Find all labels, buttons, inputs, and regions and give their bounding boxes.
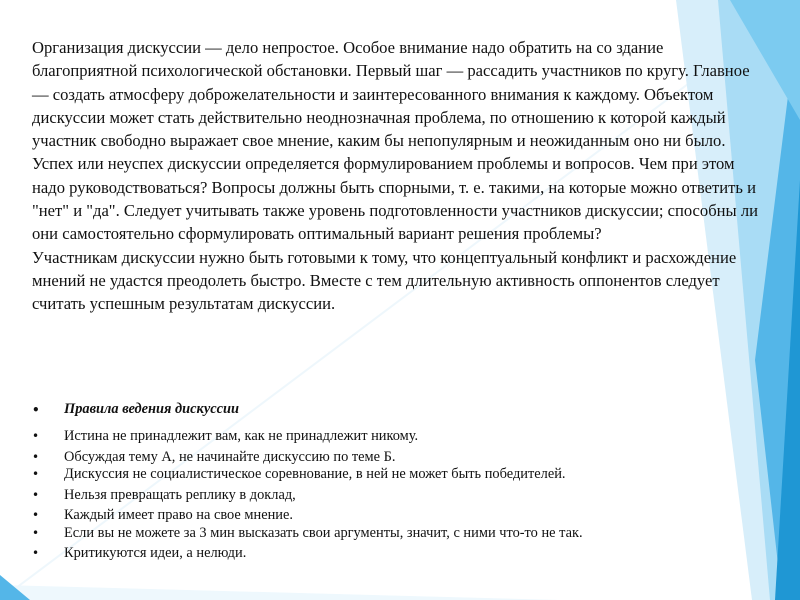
rule-item: • Если вы не можете за 3 мин высказать свои аргументы, значит, с ними что-то не так. (32, 525, 767, 543)
discussion-text-block (32, 36, 767, 316)
rule-item: • Нельзя превращать реплику в доклад, (32, 487, 767, 505)
rule-item: • Дискуссия не социалистическое соревнование, в ней не может быть победителей. (32, 466, 767, 484)
paragraph-participants-readiness: Участникам дискуссии нужно быть готовыми к тому, что концептуальный конфликт и расхождение мнений не удастся преодолеть быстро. Вместе с тем длительную активность оппонентов следует считать успешным результатам дискуссии. (32, 247, 737, 314)
paragraph-discussion-organization: Организация дискуссии — дело непростое. Особое внимание надо обратить на со здание благоприятной психологической обстановки. Первый шаг — рассадить участников по кругу. Главное — создать атмосферу доброжелательности и заинтересованного внимания к каждому. Объектом дискуссии может стать действительно неоднозначная проблема, по отношению к которой каждый участник свободно выражает свое мнение, каким бы непопулярным и неожиданным оно ни было. Успех или неуспех дискуссии определяется формулированием проблемы и вопросов. Чем при этом надо руководствоваться? Вопросы должны быть спорными, т. е. такими, на которые можно ответить и "нет" и "да". Следует учитывать также уровень подготовленности участников дискуссии; способны ли они самостоятельно сформулировать оптимальный вариант решения проблемы? (32, 38, 758, 244)
rule-item: • Обсуждая тему А, не начинайте дискуссию по теме Б. (32, 449, 767, 467)
rule-item: • Истина не принадлежит вам, как не принадлежит никому. (32, 428, 767, 446)
rules-heading: • Правила ведения дискуссии (32, 396, 767, 422)
rule-item: • Критикуются идеи, а нелюди. (32, 545, 767, 563)
discussion-rules-list (32, 396, 767, 566)
rule-item: • Каждый имеет право на свое мнение. (32, 507, 767, 525)
